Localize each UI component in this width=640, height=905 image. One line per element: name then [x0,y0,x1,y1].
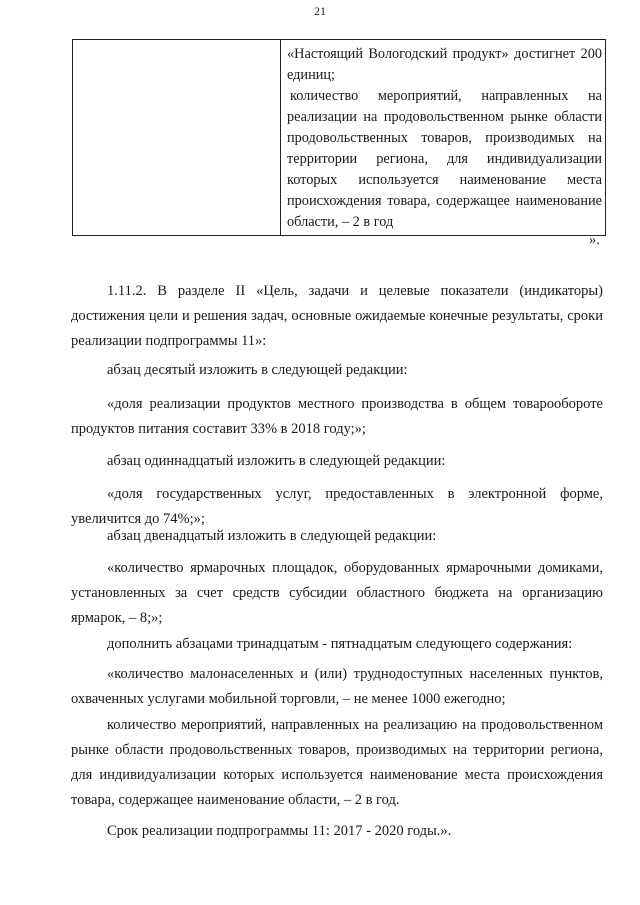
instruction-paragraph [71,358,603,383]
page-number: 21 [314,4,326,18]
instruction-paragraph [71,449,603,474]
paragraph-text: «количество малонаселенных и (или) труднодоступных населенных пунктов, охваченных услугами мобильной торговли, – не менее 1000 ежегодно; [71,666,603,707]
instruction-paragraph [71,632,603,657]
table-cell-right [281,40,606,236]
paragraph-text: «количество ярмарочных площадок, оборудованных ярмарочными домиками, установленных за счет средств субсидии областного бюджета на организацию ярмарок, – 8;»; [71,560,603,626]
table-cell-text [281,40,605,235]
paragraph-text: Срок реализации подпрограммы 11: 2017 - 2020 годы.». [107,823,452,839]
paragraph-text: дополнить абзацами тринадцатым - пятнадцатым следующего содержания: [107,636,573,652]
paragraph-text: количество мероприятий, направленных на реализацию на продовольственном рынке области продовольственных товаров, производимых на территории региона, для индивидуализации которых используется наименование места происхождения товара, содержащее наименование области, – 2 в год. [71,717,603,808]
closing-quote-mark: ». [589,232,600,248]
paragraph-text: 1.11.2. В разделе II «Цель, задачи и целевые показатели (индикаторы) достижения цели и решения задач, основные ожидаемые конечные результаты, сроки реализации подпрограммы 11»: [71,283,603,349]
term-paragraph [71,819,603,844]
table-cell-paragraph: «Настоящий Вологодский продукт» достигнет 200 единиц; [287,46,602,83]
table-cell-paragraph: количество мероприятий, направленных на реализации на продовольственном рынке области продовольственных товаров, производимых на территории региона, для индивидуализации которых используется наименование места происхождения товара, содержащее наименование области, – 2 в год [287,88,602,230]
paragraph-text: «доля реализации продуктов местного производства в общем товарообороте продуктов питания составит 33% в 2018 году;»; [71,396,603,437]
instruction-paragraph [71,524,603,549]
quoted-paragraph [71,662,603,712]
table-row [73,40,606,236]
continuation-table [72,39,606,236]
paragraph-text: абзац одиннадцатый изложить в следующей редакции: [107,453,446,469]
paragraph-text: «доля государственных услуг, предоставленных в электронной форме, увеличится до 74%;»; [71,486,603,527]
paragraph-text: абзац двенадцатый изложить в следующей редакции: [107,528,437,544]
table-cell-left [73,40,281,236]
amendment-paragraph [71,279,603,354]
quoted-paragraph [71,713,603,813]
paragraph-text: абзац десятый изложить в следующей редакции: [107,362,408,378]
quoted-paragraph [71,392,603,442]
quoted-paragraph [71,556,603,631]
